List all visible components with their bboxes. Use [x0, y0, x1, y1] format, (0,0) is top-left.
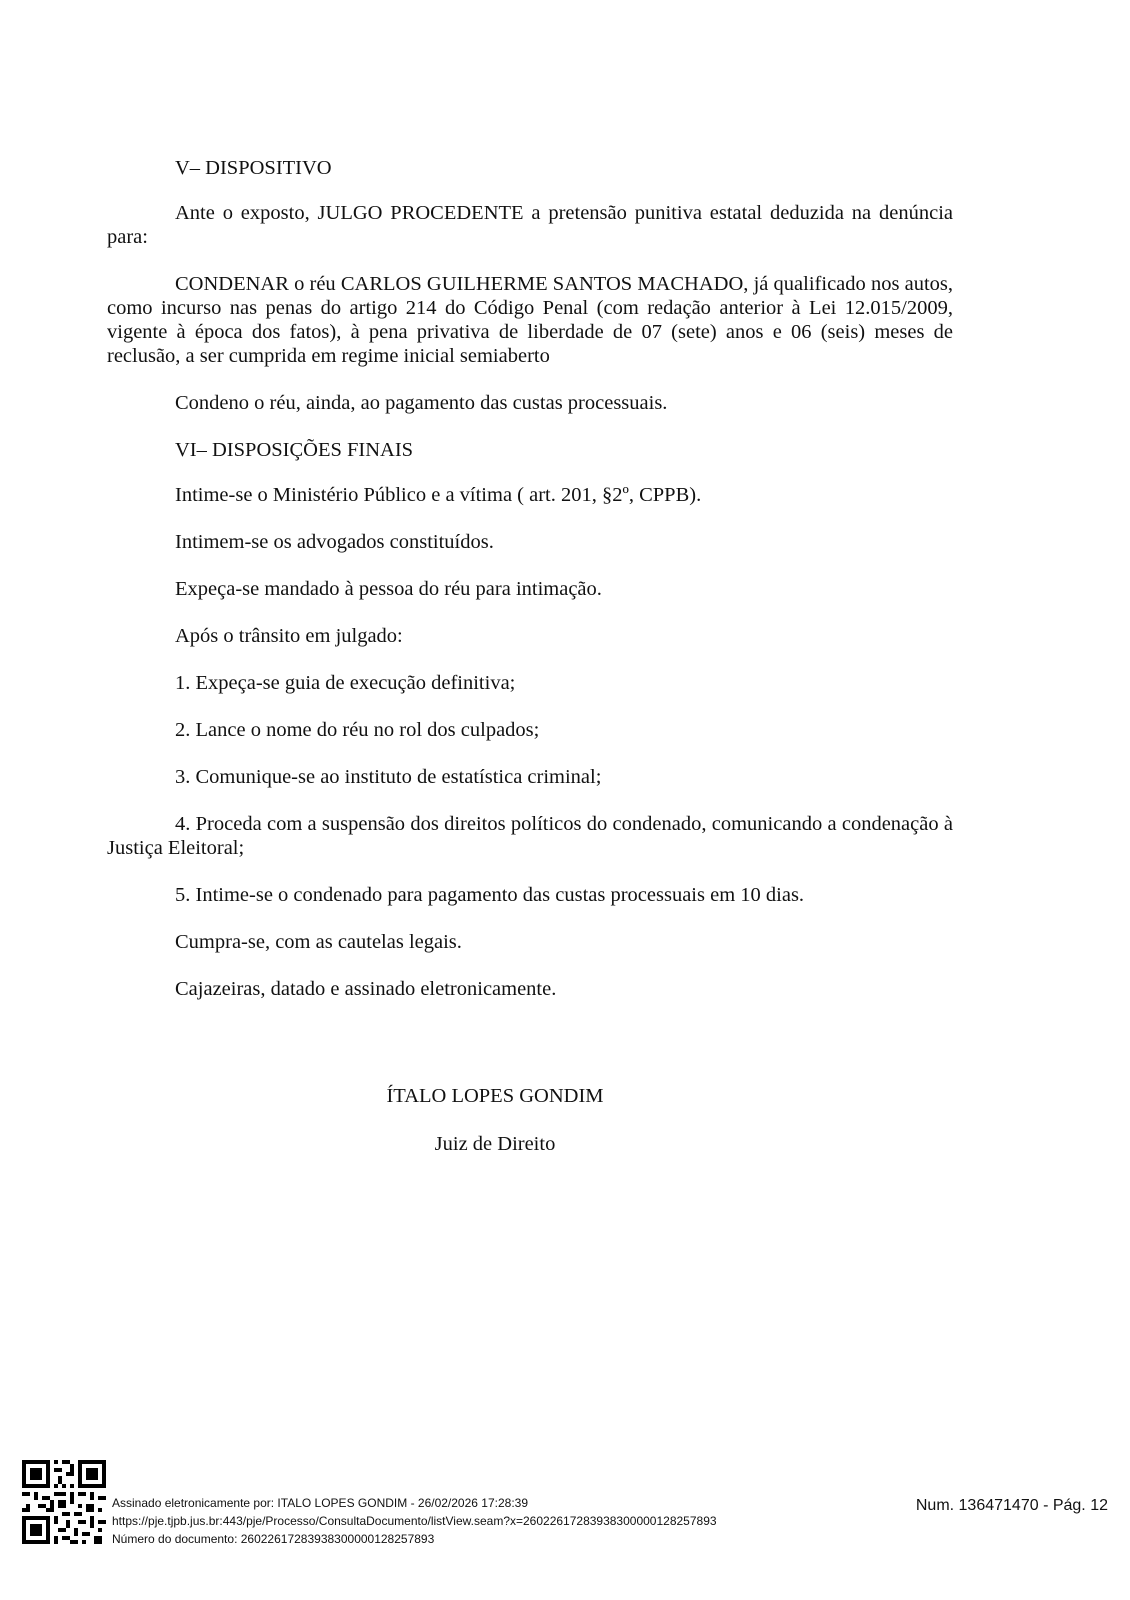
signature-info: [112, 1494, 717, 1548]
signature-name: ÍTALO LOPES GONDIM: [386, 1085, 604, 1107]
document-body: [107, 156, 953, 1024]
qr-code-icon: [22, 1460, 106, 1544]
list-item: 3. Comunique-se ao instituto de estatística criminal;: [175, 766, 602, 788]
paragraph-custas: Condeno o réu, ainda, ao pagamento das custas processuais.: [175, 392, 668, 414]
list-item: 4. Proceda com a suspensão dos direitos políticos do condenado, comunicando a condenação à Justiça Eleitoral;: [107, 813, 953, 859]
section-heading-dispositivo: V– DISPOSITIVO: [175, 157, 332, 179]
paragraph-ante-exposto: Ante o exposto, JULGO PROCEDENTE a pretensão punitiva estatal deduzida na denúncia para:: [107, 202, 953, 248]
page-number: Num. 136471470 - Pág. 12: [915, 1497, 1108, 1514]
paragraph-expeca-mandado: Expeça-se mandado à pessoa do réu para intimação.: [175, 578, 602, 600]
paragraph-intimem-advogados: Intimem-se os advogados constituídos.: [175, 531, 494, 553]
document-number: Número do documento: 26022617283938300000128257893: [112, 1532, 435, 1546]
list-item: 5. Intime-se o condenado para pagamento das custas processuais em 10 dias.: [175, 884, 805, 906]
list-item: 2. Lance o nome do réu no rol dos culpados;: [175, 719, 540, 741]
list-item: 1. Expeça-se guia de execução definitiva;: [175, 672, 516, 694]
paragraph-intime-mp: Intime-se o Ministério Público e a vítima ( art. 201, §2º, CPPB).: [175, 484, 702, 506]
paragraph-apos-transito: Após o trânsito em julgado:: [175, 625, 403, 647]
signature-role: Juiz de Direito: [434, 1133, 556, 1155]
electronic-signature-footer: [0, 1460, 1130, 1570]
paragraph-cumpra-se: Cumpra-se, com as cautelas legais.: [175, 931, 462, 953]
section-heading-disposicoes-finais: VI– DISPOSIÇÕES FINAIS: [175, 439, 414, 461]
paragraph-condenar: CONDENAR o réu CARLOS GUILHERME SANTOS MACHADO, já qualificado nos autos, como incurso nas penas do artigo 214 do Código Penal (com redação anterior à Lei 12.015/2009, vigente à época dos fatos), à pena privativa de liberdade de 07 (sete) anos e 06 (seis) meses de reclusão, a ser cumprida em regime inicial semiaberto: [107, 273, 953, 367]
paragraph-cajazeiras: Cajazeiras, datado e assinado eletronicamente.: [175, 978, 557, 1000]
document-url: https://pje.tjpb.jus.br:443/pje/Processo/ConsultaDocumento/listView.seam?x=26022617283938300000128257893: [112, 1514, 717, 1528]
signed-by-text: Assinado eletronicamente por: ITALO LOPES GONDIM - 26/02/2026 17:28:39: [112, 1496, 528, 1510]
